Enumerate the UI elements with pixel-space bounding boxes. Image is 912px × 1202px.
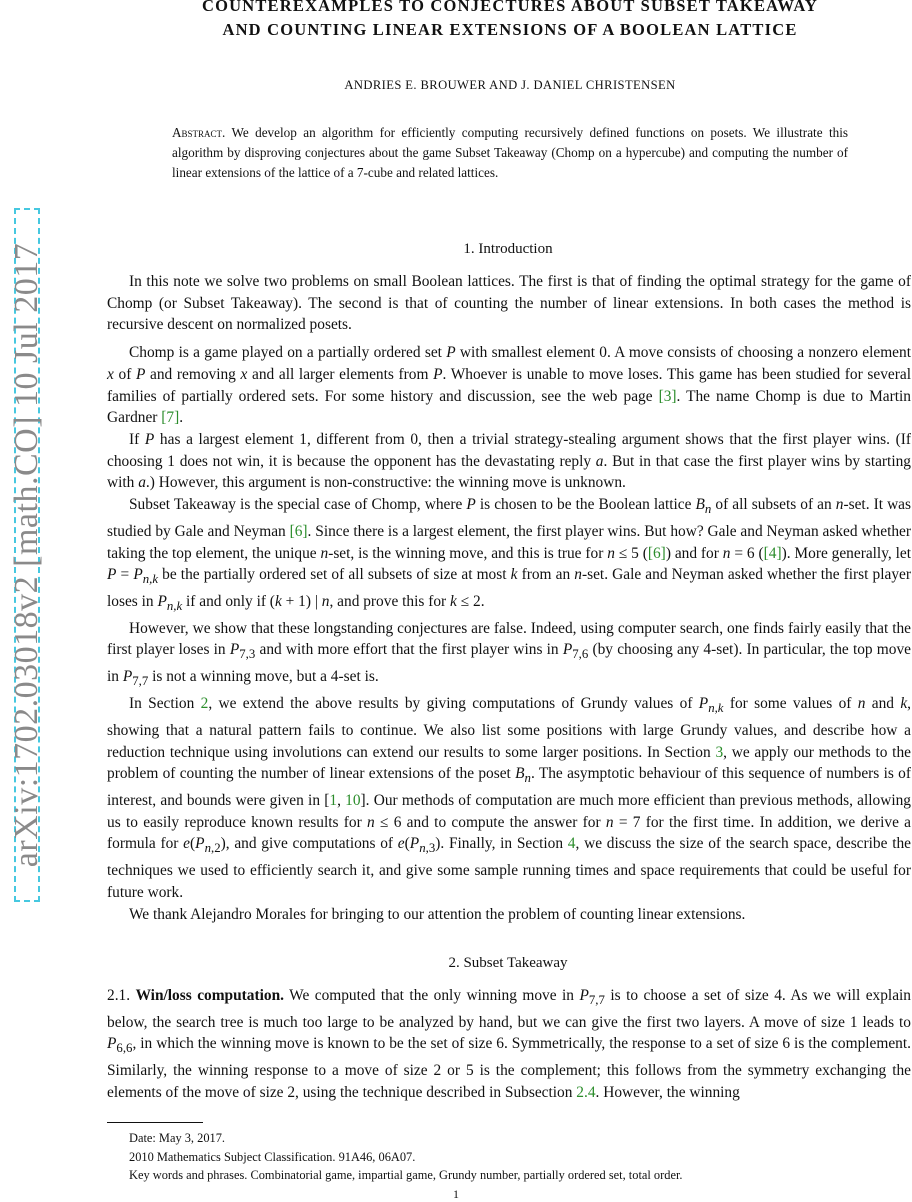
footnote-rule (107, 1122, 203, 1123)
section-1-heading: 1. Introduction (463, 241, 553, 257)
paragraph: Chomp is a game played on a partially ordered set P with smallest element 0. A move consists of choosing a nonzero element x of P and removing x and all larger elements from P. Whoever is unable to move loses. This game has been studied for several families of partially ordered sets. For some history and discussion, see the web page [3]. The name Chomp is due to Martin Gardner [7]. (107, 344, 911, 427)
paragraph: In Section 2, we extend the above results by giving computations of Grundy values of $P_{n,k}$ for some values of n and k, showing that a natural pattern fails to continue. We also list some positions with large Grundy values, and describe how a reduction technique using involutions can extend our results to some larger positions. In Section 3, we apply our methods to the problem of counting the number of linear extensions of the poset $B_n$. The asymptotic behaviour of this sequence of numbers is of interest, and bounds were given in [1, 10]. Our methods of computation are much more efficient than previous methods, allowing us to easily reproduce known results for n ≤ 6 and to compute the answer for n = 7 for the first time. In addition, we derive a formula for $e(P_{n,2})$, and give computations of $e(P_{n,3})$. Finally, in Section 4, we discuss the size of the search space, describe the techniques we used to efficiently search it, and give some sample running times and space requirements that could be useful for future work. (107, 695, 912, 901)
footnotes (107, 1129, 911, 1185)
paragraph: In this note we solve two problems on small Boolean lattices. The first is that of finding the optimal strategy for the game of Chomp (or Subset Takeaway). The second is that of counting the number of linear extensions. In both cases the method is recursive descent on normalized posets. (107, 273, 911, 334)
paragraph: If P has a largest element 1, different from 0, then a trivial strategy-stealing argument shows that the first player wins. (If choosing 1 does not win, it is because the opponent has the devastating reply a. But in that case the first player wins by starting with a.) However, this argument is non-constructive: the winning move is unknown. (107, 430, 911, 492)
authors: ANDRIES E. BROUWER AND J. DANIEL CHRISTENSEN (344, 78, 676, 92)
subsection-label: 2.1. (107, 987, 131, 1004)
abstract-text: We develop an algorithm for efficiently computing recursively defined functions on posets. We illustrate this algorithm by disproving conjectures about the game Subset Takeaway (Chomp on a hypercube) and computing the number of linear extensions of the lattice of a 7-cube and related lattices. (172, 125, 848, 180)
abstract (172, 123, 848, 183)
section-1-body (107, 271, 911, 925)
paragraph: Subset Takeaway is the special case of Chomp, where P is chosen to be the Boolean lattice $B_n$ of all subsets of an n-set. It was studied by Gale and Neyman [6]. Since there is a largest element, the first player wins. But how? Gale and Neyman asked whether taking the top element, the unique n-set, is the winning move, and this is true for n ≤ 5 ([6]) and for n = 6 ([4]). More generally, let $P = P_{n,k}$ be the partially ordered set of all subsets of size at most k from an n-set. Gale and Neyman asked whether the first player loses in $P_{n,k}$ if and only if (k + 1) | n, and prove this for k ≤ 2. (107, 496, 912, 614)
footnote-keywords: Key words and phrases. Combinatorial game, impartial game, Grundy number, partially ordered set, total order. (129, 1168, 683, 1182)
footnote-date: Date: May 3, 2017. (129, 1131, 226, 1145)
section-2-heading: 2. Subset Takeaway (448, 955, 568, 971)
page-number: 1 (453, 1187, 459, 1201)
arxiv-stamp: arXiv:1702.03018v2 [math.CO] 10 Jul 2017 (14, 208, 40, 902)
subsection-title: Win/loss computation. (135, 987, 284, 1004)
footnote-msc: 2010 Mathematics Subject Classification. 91A46, 06A07. (129, 1149, 416, 1164)
section-2-body (107, 985, 911, 1104)
paragraph: 2.1. Win/loss computation. We computed that the only winning move in $P_{7,7}$ is to choose a set of size 4. As we will explain below, the search tree is much too large to be analyzed by hand, but we can give the first two layers. A move of size 1 leads to $P_{6,6}$, in which the winning move is known to be the set of size 6. Symmetrically, the response to a set of size 6 is the complement. Similarly, the winning response to a move of size 2 or 5 is the complement; this follows from the symmetry exchanging the elements of the move of size 2, using the technique described in Subsection 2.4. However, the winning (107, 987, 912, 1101)
abstract-label: Abstract. (172, 125, 226, 140)
paragraph: We thank Alejandro Morales for bringing to our attention the problem of counting linear extensions. (129, 905, 746, 923)
paper-title-line-1: COUNTEREXAMPLES TO CONJECTURES ABOUT SUBSET TAKEAWAY (201, 0, 819, 15)
paper-title-line-2: AND COUNTING LINEAR EXTENSIONS OF A BOOLEAN LATTICE (222, 20, 798, 39)
paragraph: However, we show that these longstanding conjectures are false. Indeed, using computer search, one finds fairly easily that the first player loses in $P_{7,3}$ and with more effort that the first player wins in $P_{7,6}$ (by choosing any 4-set). In particular, the top move in $P_{7,7}$ is not a winning move, but a 4-set is. (107, 619, 912, 689)
